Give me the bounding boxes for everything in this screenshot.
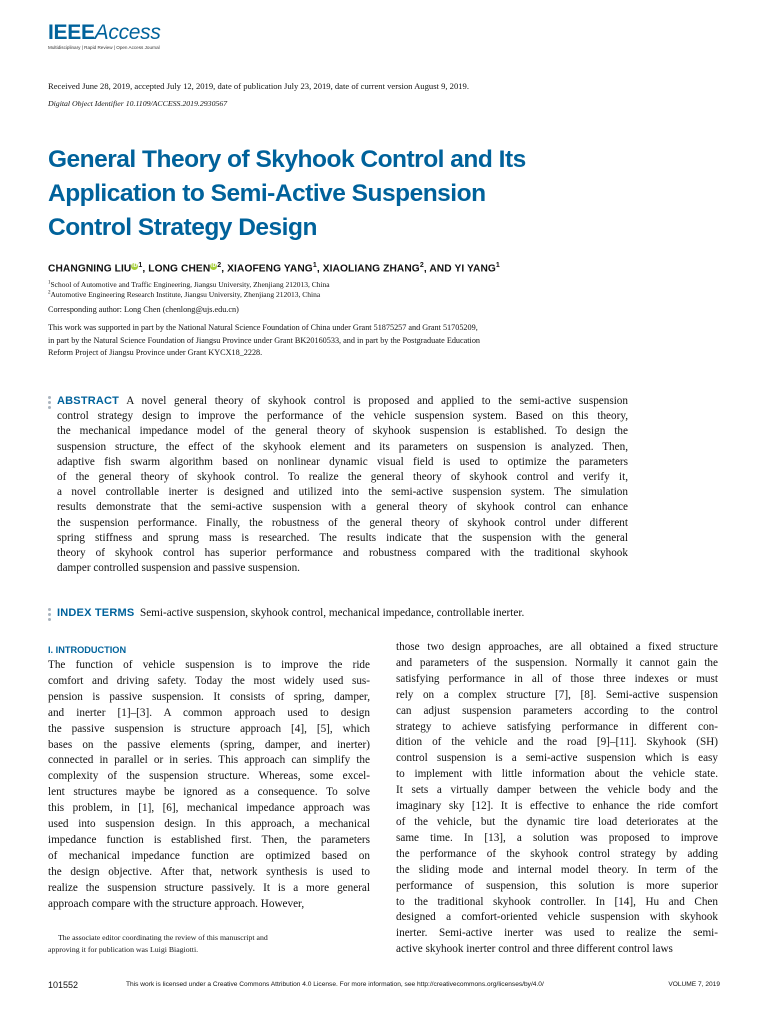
footnote-line: The associate editor coordinating the review of this manuscript and <box>58 933 268 942</box>
abstract-line: suspension structure, the effect of the skyhook element and its parameters on suspension is analyzed. Then, <box>57 440 628 453</box>
body-line: to implement with little information about the vehicle state. <box>396 768 718 781</box>
author-separator: , <box>142 263 149 275</box>
right-column-text <box>396 640 718 958</box>
body-line: lent structures maybe be ignored as a consequence. To solve <box>48 786 370 799</box>
body-line: control suspension is a semi-active suspension which is easy <box>396 752 718 765</box>
author-name: YI YANG <box>454 263 496 275</box>
body-line: realize the suspension structure passively. It is a more general <box>48 881 370 894</box>
body-line: The function of vehicle suspension is to improve the ride <box>48 659 370 671</box>
index-terms-label: INDEX TERMS <box>57 607 135 619</box>
abstract-label: ABSTRACT <box>57 395 120 407</box>
author-affiliation-number: 2 <box>217 262 222 269</box>
author-name: LONG CHEN <box>148 263 211 275</box>
body-line: bases on the passive elements (spring, damper, and inerter) <box>48 738 370 751</box>
author-affiliation-number: 2 <box>419 262 424 269</box>
abstract-line: control strategy design to improve the performance of the vehicle suspension system. Based on this theory, <box>57 410 628 423</box>
author-list <box>48 262 500 274</box>
abstract-line: a novel controllable inerter is designed and utilized into the semi-active suspension system. The simulation <box>57 486 628 499</box>
body-line: It sets a virtually damper between the vehicle body and the <box>396 784 718 797</box>
body-line: pension is passive suspension. It consists of spring, damper, <box>48 690 370 703</box>
funding-line: Reform Project of Jiangsu Province under Grant KYCX18_2228. <box>48 348 263 357</box>
funding-line: This work was supported in part by the National Natural Science Foundation of China under Grant 51875257 and Grant 51705209, <box>48 323 478 332</box>
paper-title <box>48 143 608 245</box>
abstract-first-line: ABSTRACT A novel general theory of skyhook control is proposed and applied to the semi-active suspension <box>57 395 628 407</box>
affiliation-2: $^2$Automotive Engineering Research Institute, Jiangsu University, Zhenjiang 212013, China <box>48 290 321 299</box>
author-separator: , <box>316 263 323 275</box>
abstract-line: adaptive fish swarm algorithm based on nonlinear dynamic visual field is used to optimize the parameters <box>57 455 628 468</box>
abstract-line: the mechanical impedance model of the general theory of skyhook suspension is established. To design the <box>57 425 628 438</box>
body-line: satisfying performance in all of those three indexes or must <box>396 672 718 685</box>
body-line: strategy to achieve satisfying performance in different con- <box>396 720 718 733</box>
body-line: of the vehicle, but the dynamic tire load deteriorates at the <box>396 815 718 828</box>
body-line: and inerter [1]–[3]. A common approach used to design <box>48 706 370 719</box>
body-line: comfort and driving safety. Today the most widely used sus- <box>48 674 370 687</box>
body-line: performance of suspension, this solution is more superior <box>396 879 718 892</box>
doi: Digital Object Identifier 10.1109/ACCESS.2019.2930567 <box>48 99 228 108</box>
abstract-line: spring stiffness and sprung mass is researched. The results indicate that the suspension with the general <box>57 531 628 544</box>
funding-note <box>48 322 480 360</box>
abstract-line: the suspension performance. Finally, the robustness of the general theory of skyhook control under different <box>57 516 628 529</box>
author-name: XIAOLIANG ZHANG <box>322 263 420 275</box>
body-line: connected in parallel or in series. This approach can simplify the <box>48 754 370 767</box>
abstract-marker-icon <box>48 396 52 411</box>
left-column-text <box>48 658 370 913</box>
body-line: those two design approaches, are all obtained a fixed structure <box>396 641 718 653</box>
body-line: rely on a complex structure [7], [8]. Semi-active suspension <box>396 688 718 701</box>
title-line: Application to Semi-Active Suspension <box>48 180 486 207</box>
body-line: designed a comfort-oriented vehicle suspension with skyhook <box>396 911 718 924</box>
body-line: and parameters of the suspension. Normally it cannot gain the <box>396 656 718 669</box>
footnote-line: approving it for publication was Luigi Biagiotti. <box>48 944 199 954</box>
journal-logo <box>48 22 161 50</box>
body-line: inerter. Semi-active inerter was used to realize the semi- <box>396 927 718 940</box>
logo-wordmark: IEEEAccess <box>48 21 161 44</box>
body-line: of mechanical impedance function are optimized based on <box>48 849 370 862</box>
abstract-line: of the general theory of skyhook control. To realize the general theory of skyhook control and verify it, <box>57 471 628 484</box>
title-line: General Theory of Skyhook Control and Its <box>48 146 526 173</box>
author-name: XIAOFENG YANG <box>227 263 313 275</box>
index-terms: INDEX TERMS Semi-active suspension, skyhook control, mechanical impedance, controllable inerter. <box>57 607 525 619</box>
author-separator: , AND <box>423 263 455 275</box>
body-line: used into suspension design. In this approach, a mechanical <box>48 818 370 831</box>
abstract-line: results demonstrate that the semi-active suspension with a general theory of skyhook control can enhance <box>57 501 628 514</box>
received-dates: Received June 28, 2019, accepted July 12, 2019, date of publication July 23, 2019, date of current version August 9, 2019. <box>48 81 470 91</box>
abstract-line: damper controlled suspension and passive suspension. <box>57 562 300 575</box>
author-affiliation-number: 1 <box>312 262 317 269</box>
body-line: the sliding mode and internal model theory. In term of the <box>396 863 718 876</box>
license-text: This work is licensed under a Creative Commons Attribution 4.0 License. For more information, see http://creativecommons.org/licenses/by/4.0/ <box>126 981 544 988</box>
body-line: the passive suspension is structure approach [4], [5], which <box>48 722 370 735</box>
body-line: the performance of the skyhook control strategy by adding <box>396 847 718 860</box>
body-line: dition of the vehicle and the road [9]–[11]. Skyhook (SH) <box>396 736 718 749</box>
body-line: imaginary sky [12]. It is effective to enhance the ride comfort <box>396 800 718 813</box>
body-line: can adjust suspension parameters according to the control <box>396 704 718 717</box>
body-line: to the traditional skyhook controller. In [14], Hu and Chen <box>396 895 718 908</box>
body-line: active skyhook inerter control and three different control laws <box>396 943 673 956</box>
title-line: Control Strategy Design <box>48 214 317 241</box>
body-line: impedance function is established first. Then, the parameters <box>48 833 370 846</box>
funding-line: in part by the Natural Science Foundation of Jiangsu Province under Grant BK20160533, and in part by the Postgraduate Education <box>48 335 481 345</box>
index-terms-marker-icon <box>48 608 52 623</box>
abstract-line: theory of skyhook control has superior performance and robustness compared with the traditional skyhook <box>57 547 628 560</box>
corresponding-author: Corresponding author: Long Chen (chenlong@ujs.edu.cn) <box>48 305 239 314</box>
section-heading: I. INTRODUCTION <box>48 645 127 655</box>
orcid-icon[interactable]: iD <box>211 263 217 269</box>
author-affiliation-number: 1 <box>138 262 143 269</box>
body-line: approach compare with the structure approach. However, <box>48 897 305 910</box>
volume-info: VOLUME 7, 2019 <box>668 981 720 988</box>
author-separator: , <box>221 263 228 275</box>
orcid-icon[interactable]: iD <box>132 263 138 269</box>
affiliation-1: $^1$School of Automotive and Traffic Engineering, Jiangsu University, Zhenjiang 212013, China <box>48 280 330 289</box>
author-affiliation-number: 1 <box>495 262 500 269</box>
editor-footnote <box>48 932 370 955</box>
page-number: 101552 <box>48 980 79 990</box>
body-line: this problem, in [1], [6], mechanical impedance approach was <box>48 802 370 815</box>
abstract <box>57 394 628 576</box>
author-name: CHANGNING LIU <box>48 263 132 275</box>
body-line: the design objective. After that, network synthesis is used to <box>48 865 370 878</box>
body-line: complexity of the suspension structure. Whereas, some excel- <box>48 770 370 783</box>
logo-tagline: Multidisciplinary | Rapid Review | Open Access Journal <box>48 45 160 50</box>
body-line: same time. In [13], a solution was proposed to improve <box>396 831 718 844</box>
